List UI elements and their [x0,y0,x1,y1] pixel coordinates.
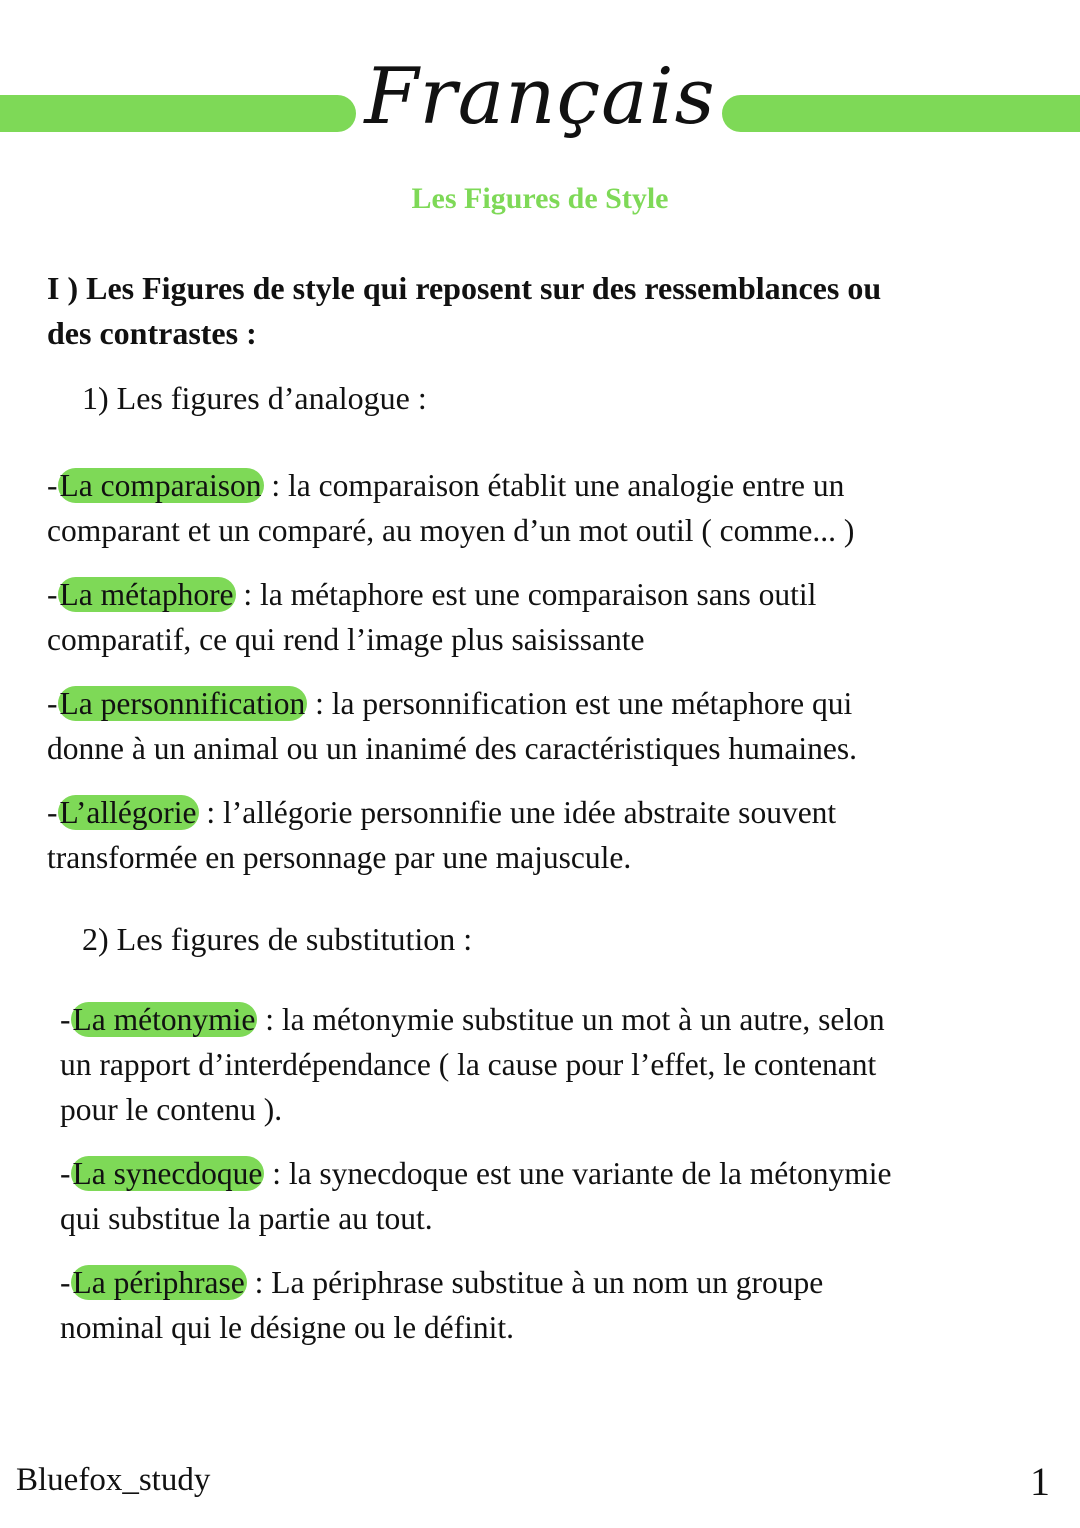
definition-personnification: -La personnification : la personnification est une métaphore qui donne à un animal ou un inanimé des caractéristiques humaines. [47,681,857,771]
page-number: 1 [1030,1459,1050,1504]
heading-line: I ) Les Figures de style qui reposent sur des ressemblances ou [47,270,882,306]
term-highlight: La métonymie [72,1002,256,1037]
def-text: pour le contenu ). [60,1092,283,1127]
heading-line: des contrastes : [47,315,257,351]
def-text: nominal qui le désigne ou le définit. [60,1310,515,1345]
definition-metonymie: -La métonymie : la métonymie substitue un mot à un autre, selon un rapport d’interdépendance ( la cause pour l’effet, le contenant pour le contenu ). [60,997,885,1132]
def-text: : la personnification est une métaphore qui [307,686,853,721]
def-text: un rapport d’interdépendance ( la cause pour l’effet, le contenant [60,1047,877,1082]
author-credit: Bluefox_study [16,1462,211,1498]
def-text: donne à un animal ou un inanimé des caractéristiques humaines. [47,731,858,766]
definition-metaphore: -La métaphore : la métaphore est une comparaison sans outil comparatif, ce qui rend l’image plus saisissante [47,572,816,662]
definition-synecdoque: -La synecdoque : la synecdoque est une variante de la métonymie qui substitue la partie au tout. [60,1151,891,1241]
subsection-heading: 1) Les figures d’analogue : [82,380,427,416]
def-text: comparatif, ce qui rend l’image plus saisissante [47,622,645,657]
def-text: : la synecdoque est une variante de la métonymie [264,1156,892,1191]
def-text: comparant et un comparé, au moyen d’un mot outil ( comme... ) [47,513,855,548]
term-highlight: La périphrase [72,1265,245,1300]
page-title: Français [364,52,716,142]
term-highlight: La comparaison [59,468,262,503]
def-text: qui substitue la partie au tout. [60,1201,433,1236]
def-text: : la métaphore est une comparaison sans outil [235,577,817,612]
definition-periphrase: -La périphrase : La périphrase substitue à un nom un groupe nominal qui le désigne ou le définit. [60,1260,823,1350]
page-subtitle: Les Figures de Style [411,182,669,215]
def-text: : la comparaison établit une analogie entre un [263,468,845,503]
def-text: transformée en personnage par une majuscule. [47,840,632,875]
term-highlight: La synecdoque [72,1156,263,1191]
definition-comparaison: -La comparaison : la comparaison établit une analogie entre un comparant et un comparé, au moyen d’un mot outil ( comme... ) [47,463,854,553]
definition-allegorie: -L’allégorie : l’allégorie personnifie une idée abstraite souvent transformée en personnage par une majuscule. [47,790,836,880]
term-highlight: L’allégorie [59,795,197,830]
def-text: : La périphrase substitue à un nom un groupe [246,1265,824,1300]
subsection-heading: 2) Les figures de substitution : [82,921,473,957]
section-heading [47,266,1047,356]
term-highlight: La personnification [59,686,306,721]
def-text: : l’allégorie personnifie une idée abstraite souvent [198,795,837,830]
term-highlight: La métaphore [59,577,234,612]
def-text: : la métonymie substitue un mot à un autre, selon [257,1002,885,1037]
